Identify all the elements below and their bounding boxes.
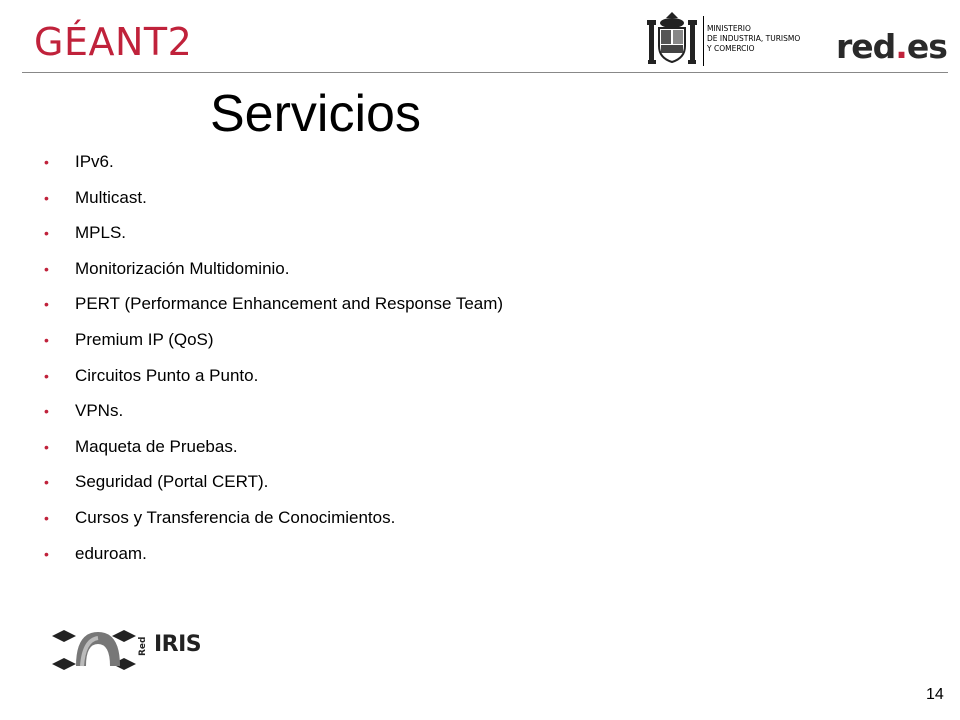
ministry-logo — [645, 10, 825, 68]
list-item-text: IPv6. — [75, 152, 114, 171]
coat-of-arms-icon — [645, 10, 699, 68]
list-item-text: Circuitos Punto a Punto. — [75, 365, 259, 385]
list-item-text: eduroam. — [75, 543, 147, 563]
list-item — [40, 504, 503, 540]
page-number: 14 — [926, 686, 944, 703]
bullet-icon: • — [44, 331, 49, 348]
bullet-icon: • — [44, 509, 49, 526]
bullet-icon: • — [44, 545, 49, 562]
redes-logo — [836, 27, 947, 66]
rediris-emblem-icon — [50, 626, 140, 676]
redes-logo-dot: . — [895, 27, 907, 66]
list-item — [40, 362, 503, 398]
rediris-red-text: Red — [138, 636, 148, 656]
list-item — [40, 433, 503, 469]
bullet-icon: • — [44, 474, 49, 491]
list-item-text: MPLS. — [75, 223, 127, 243]
bullet-icon: • — [44, 154, 49, 170]
rediris-logo — [50, 626, 210, 676]
rediris-iris-text: IRIS — [154, 632, 202, 657]
redes-logo-suffix: es — [906, 27, 947, 66]
bullet-icon: • — [44, 403, 49, 420]
list-item-text: Maqueta de Pruebas. — [75, 436, 238, 456]
list-item-text: Monitorización Multidominio. — [75, 258, 290, 278]
list-item — [40, 326, 503, 362]
ministry-name: MINISTERIO DE INDUSTRIA, TURISMO Y COMERCIO — [707, 24, 801, 53]
list-item — [40, 397, 503, 433]
bullet-icon: • — [44, 260, 49, 277]
list-item — [40, 255, 503, 291]
list-item — [40, 540, 503, 576]
services-list — [40, 148, 503, 575]
list-item — [40, 148, 503, 184]
slide-title: Servicios — [210, 85, 421, 143]
list-item — [40, 219, 503, 255]
list-item — [40, 290, 503, 326]
list-item-text: Multicast. — [75, 187, 147, 207]
list-item-text: Premium IP (QoS) — [75, 329, 214, 349]
list-item-text: Cursos y Transferencia de Conocimientos. — [75, 507, 396, 527]
bullet-icon: • — [44, 189, 49, 206]
bullet-icon: • — [44, 296, 49, 313]
bullet-icon: • — [44, 367, 49, 384]
header-divider — [22, 72, 948, 73]
list-item-text: VPNs. — [75, 401, 124, 421]
ministry-separator — [703, 16, 704, 66]
bullet-icon: • — [44, 438, 49, 455]
redes-logo-prefix: red — [836, 27, 896, 66]
list-item — [40, 468, 503, 504]
list-item — [40, 184, 503, 220]
list-item-text: PERT (Performance Enhancement and Response Team) — [75, 294, 504, 314]
bullet-icon: • — [44, 225, 49, 242]
geant2-logo: GÉANT2 — [34, 20, 193, 64]
list-item-text: Seguridad (Portal CERT). — [75, 472, 269, 492]
